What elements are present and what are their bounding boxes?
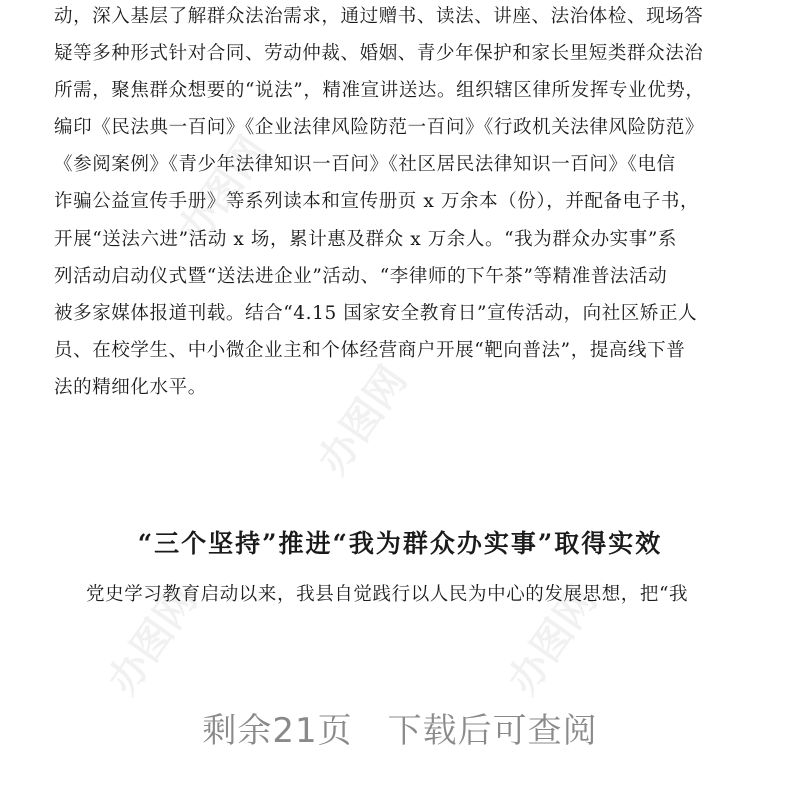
watermark: 办图网 xyxy=(309,358,417,483)
watermark: 办图网 xyxy=(169,128,277,253)
watermark: 办图网 xyxy=(499,578,607,703)
body-line: 诈骗公益宣传手册》等系列读本和宣传册页 x 万余本（份），并配备电子书， xyxy=(54,191,700,212)
body-line: 员、在校学生、中小微企业主和个体经营商户开展“靶向普法”，提高线下普 xyxy=(54,340,686,361)
download-remaining-banner[interactable]: 剩余21页 下载后可查阅 xyxy=(202,711,598,751)
body-line: 列活动启动仪式暨“送法进企业”活动、“李律师的下午茶”等精准普法活动 xyxy=(54,266,668,287)
body-line: 动，深入基层了解群众法治需求，通过赠书、读法、讲座、法治体检、现场答 xyxy=(54,6,704,27)
body-line: 编印《民法典一百问》《企业法律风险防范一百问》《行政机关法律风险防范》 xyxy=(54,117,705,138)
body-line: 《参阅案例》《青少年法律知识一百问》《社区居民法律知识一百问》《电信 xyxy=(54,154,676,175)
body-line: 法的精细化水平。 xyxy=(54,377,207,398)
section-heading: “三个坚持”推进“我为群众办实事”取得实效 xyxy=(137,529,663,558)
body-line: 疑等多种形式针对合同、劳动仲裁、婚姻、青少年保护和家长里短类群众法治 xyxy=(54,43,704,64)
body-line: 所需，聚焦群众想要的“说法”，精准宣讲送达。组织辖区律所发挥专业优势， xyxy=(54,80,705,101)
body-line: 开展“送法六进”活动 x 场，累计惠及群众 x 万余人。“我为群众办实事”系 xyxy=(54,229,678,250)
body-line: 被多家媒体报道刊载。结合“4.15 国家安全教育日”宣传活动，向社区矫正人 xyxy=(54,303,698,324)
watermark: 办图网 xyxy=(99,578,207,703)
section-intro: 党史学习教育启动以来，我县自觉践行以人民为中心的发展思想，把“我 xyxy=(86,584,689,605)
